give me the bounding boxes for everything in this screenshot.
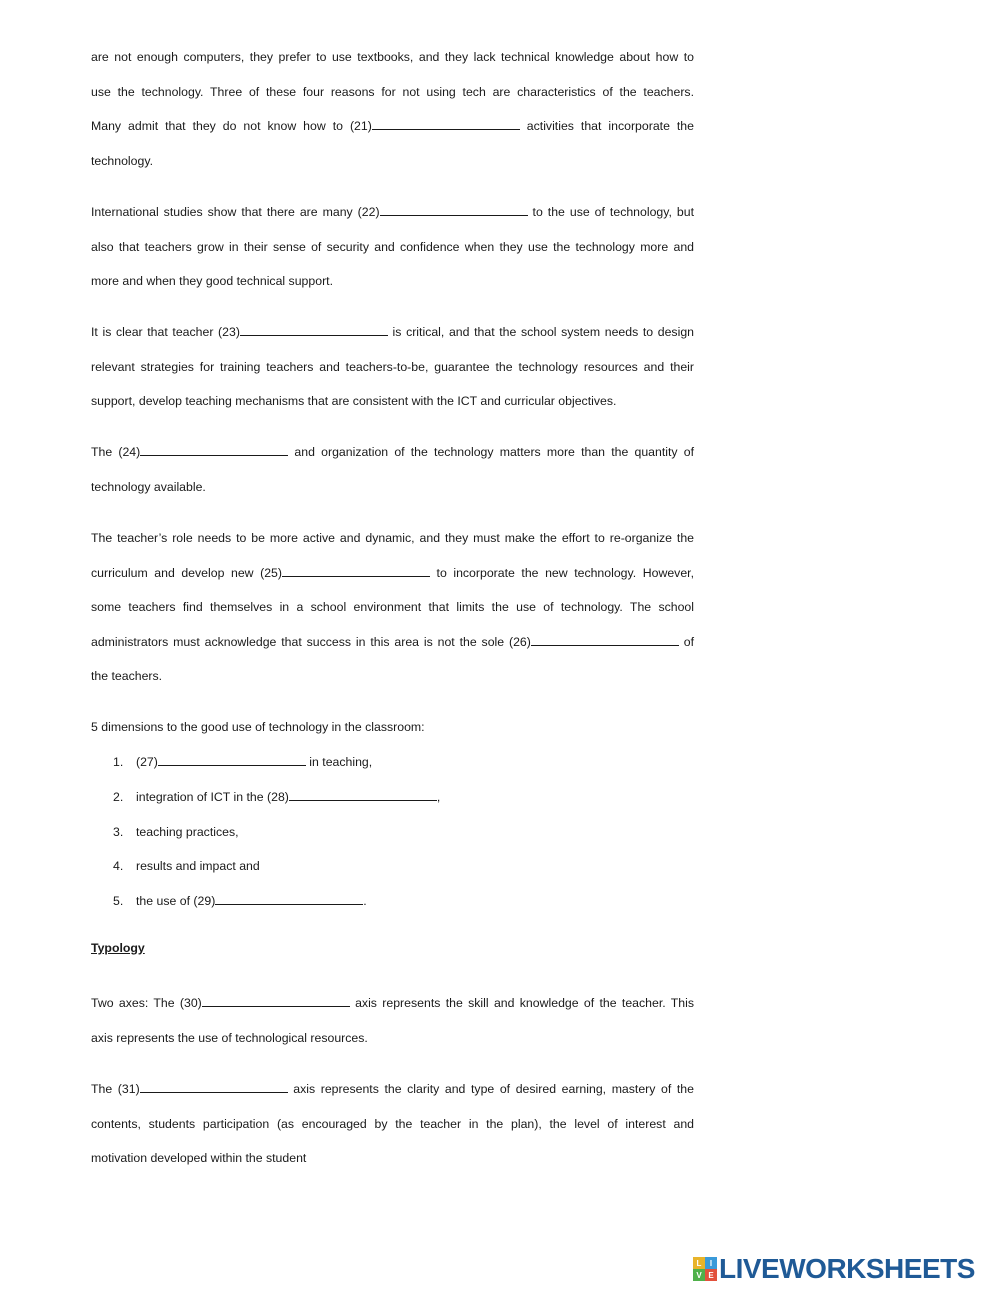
- list-number: 1.: [113, 755, 124, 769]
- text-line: curriculum and develop new (25) to incorporate the new technology. However,: [91, 565, 694, 580]
- paragraph: [91, 521, 694, 694]
- list-number: 2.: [113, 789, 124, 804]
- text-line: the teachers.: [91, 669, 163, 683]
- text-line: Two axes: The (30) axis represents the skill and knowledge of the teacher. This: [91, 996, 694, 1010]
- list-number: 5.: [113, 894, 124, 909]
- list-item: 3. teaching practices,: [113, 815, 440, 850]
- paragraph: [91, 1072, 694, 1176]
- paragraph: [91, 315, 694, 419]
- logo-icon: [693, 1257, 717, 1281]
- logo-tile: E: [705, 1269, 717, 1281]
- answer-blank[interactable]: [380, 203, 528, 216]
- text-line: The teacher’s role needs to be more active and dynamic, and they must make the effort to re-organize the: [91, 531, 694, 545]
- logo-text: LIVEWORKSHEETS: [719, 1253, 975, 1284]
- logo-tile: L: [693, 1257, 705, 1269]
- text-line: contents, students participation (as encouraged by the teacher in the plan), the level of interest and: [91, 1116, 694, 1131]
- text-line: administrators must acknowledge that success in this area is not the sole (26) of: [91, 634, 694, 649]
- list-item: 2. integration of ICT in the (28) ,: [113, 780, 440, 815]
- text-line: International studies show that there are many (22) to the use of technology, but: [91, 205, 695, 219]
- answer-blank[interactable]: [202, 994, 350, 1007]
- text-line: motivation developed within the student: [91, 1151, 307, 1165]
- answer-blank[interactable]: [282, 564, 430, 577]
- list-item: 1. (27) in teaching,: [113, 745, 440, 780]
- dimensions-list: [113, 745, 440, 919]
- list-number: 4.: [113, 859, 124, 874]
- answer-blank[interactable]: [140, 1080, 288, 1093]
- text-line: It is clear that teacher (23) is critical, and that the school system needs to design: [91, 325, 694, 339]
- answer-blank[interactable]: [215, 892, 363, 905]
- text-line: use the technology. Three of these four reasons for not using tech are characteristics of the teachers.: [91, 84, 694, 99]
- text-line: some teachers find themselves in a school environment that limits the use of technology. The school: [91, 600, 694, 614]
- list-item: 4. results and impact and: [113, 849, 440, 884]
- answer-blank[interactable]: [531, 633, 679, 646]
- list-number: 3.: [113, 824, 124, 839]
- text-line: more and when they good technical support.: [91, 274, 333, 288]
- text-line: axis represents the use of technological resources.: [91, 1030, 368, 1045]
- text-line: technology available.: [91, 479, 206, 494]
- answer-blank[interactable]: [140, 443, 288, 456]
- text-line: The (24) and organization of the technology matters more than the quantity of: [91, 445, 694, 459]
- text-line: technology.: [91, 153, 153, 168]
- text-line: Many admit that they do not know how to (21) activities that incorporate the: [91, 119, 694, 133]
- answer-blank[interactable]: [240, 323, 388, 336]
- text-line: 5 dimensions to the good use of technology in the classroom:: [91, 720, 425, 734]
- answer-blank[interactable]: [289, 788, 437, 801]
- paragraph: [91, 986, 694, 1055]
- paragraph: [91, 435, 694, 504]
- paragraph: [91, 710, 694, 745]
- logo-tile: V: [693, 1269, 705, 1281]
- section-heading: Typology: [91, 941, 145, 955]
- logo-tile: I: [705, 1257, 717, 1269]
- answer-blank[interactable]: [372, 117, 520, 130]
- list-item: 5. the use of (29) .: [113, 884, 440, 919]
- text-line: are not enough computers, they prefer to use textbooks, and they lack technical knowledge about how to: [91, 50, 694, 64]
- text-line: The (31) axis represents the clarity and type of desired earning, mastery of the: [91, 1082, 694, 1096]
- text-line: also that teachers grow in their sense of security and confidence when they use the technology more and: [91, 239, 694, 254]
- paragraph: [91, 195, 694, 299]
- text-line: support, develop teaching mechanisms that are consistent with the ICT and curricular objectives.: [91, 394, 617, 408]
- answer-blank[interactable]: [158, 753, 306, 766]
- paragraph: [91, 40, 694, 178]
- liveworksheets-logo: [693, 1255, 975, 1283]
- text-line: relevant strategies for training teachers and teachers-to-be, guarantee the technology resources and their: [91, 359, 694, 374]
